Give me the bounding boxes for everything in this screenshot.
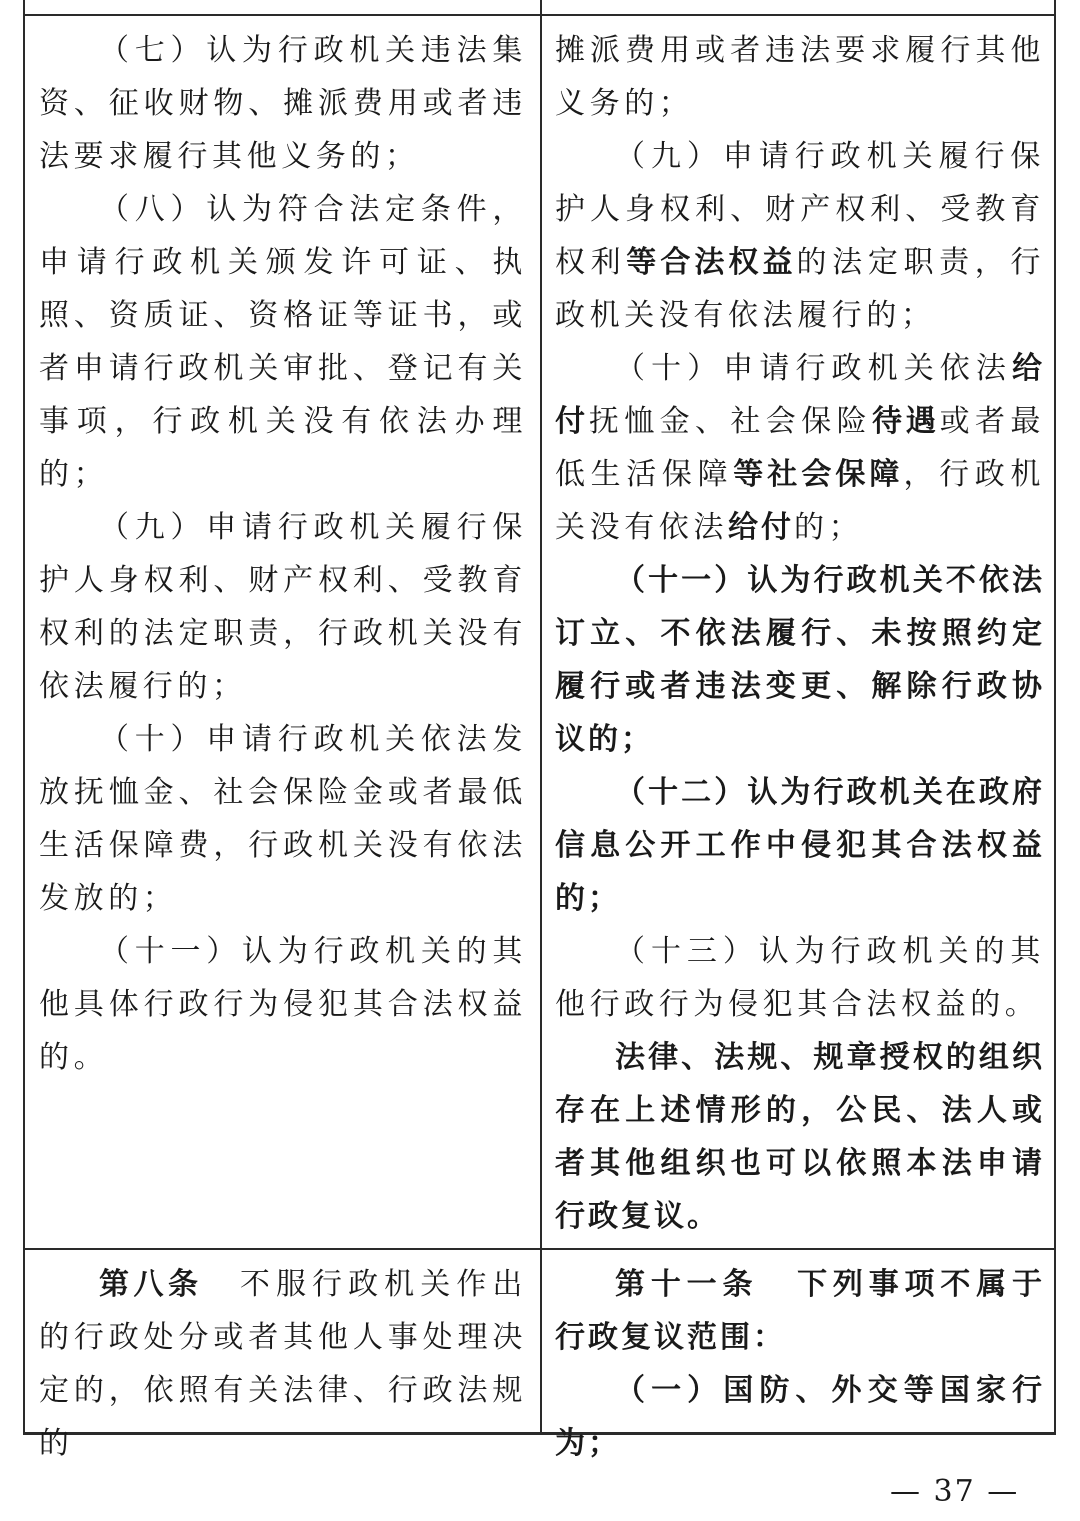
right-item-10-bold-1: 给付: [555, 351, 1045, 439]
left-item-11: （十一）认为行政机关的其他具体行政行为侵犯其合法权益的。: [39, 934, 527, 1075]
right-item-9-text-c: 的法定职责，行政机关没有依法履行的；: [555, 245, 1046, 333]
right-item-10-e: 或者最低生活保障: [555, 404, 1046, 492]
right-authorized-org: 法律、法规、规章授权的组织存在上述情形的，公民、法人或者其他组织也可以依照本法申请行政复议。: [555, 1040, 1045, 1234]
article-8-heading: 第八条: [99, 1267, 203, 1302]
left-item-10: （十）申请行政机关依法发放抚恤金、社会保险金或者最低生活保障费，行政机关没有依法发放的；: [39, 722, 527, 916]
right-item-10-bold-3: 等社会保障: [733, 457, 904, 492]
right-item-10-bold-4: 给付: [728, 510, 794, 545]
right-item-10-g: ，行政机关没有依法: [555, 457, 1046, 545]
column-divider: [540, 0, 542, 1432]
right-column-top: [555, 24, 1045, 1243]
row-divider: [25, 1248, 1054, 1250]
page-number: — 37 —: [890, 1474, 1020, 1509]
right-article-11-item-1: （一）国防、外交等国家行为；: [555, 1373, 1045, 1461]
left-column-top: [39, 24, 527, 1084]
right-continuation: 摊派费用或者违法要求履行其他义务的；: [555, 33, 1045, 121]
left-item-9: （九）申请行政机关履行保护人身权利、财产权利、受教育权利的法定职责，行政机关没有依法履行的；: [39, 510, 527, 704]
right-item-11: （十一）认为行政机关不依法订立、不依法履行、未按照约定履行或者违法变更、解除行政协议的；: [555, 563, 1045, 757]
right-item-9-bold: 等合法权益: [626, 245, 797, 280]
right-item-10-bold-2: 待遇: [872, 404, 940, 439]
right-item-9-text-a: （九）申请行政机关履行保护人身权利、财产权利、受教育权利: [555, 139, 1045, 280]
left-article-8: [39, 1258, 527, 1470]
right-item-10: [555, 342, 1045, 554]
comparison-table: [23, 0, 1056, 1461]
right-item-9: [555, 130, 1045, 342]
right-item-10-c: 抚恤金、社会保险: [588, 404, 872, 439]
right-item-10-a: （十）申请行政机关依法: [615, 351, 1012, 386]
left-item-7: （七）认为行政机关违法集资、征收财物、摊派费用或者违法要求履行其他义务的；: [39, 33, 527, 174]
right-column-bottom: [555, 1258, 1045, 1470]
left-item-8: （八）认为符合法定条件，申请行政机关颁发许可证、执照、资质证、资格证等证书，或者申请行政机关审批、登记有关事项，行政机关没有依法办理的；: [39, 192, 527, 492]
article-11-heading: 第十一条: [615, 1267, 759, 1302]
article-11-text: 下列事项不属于行政复议范围：: [555, 1267, 1046, 1355]
right-item-10-i: 的；: [794, 510, 864, 545]
right-article-11: [555, 1258, 1045, 1364]
article-8-text: 不服行政机关作出的行政处分或者其他人事处理决定的，依照有关法律、行政法规的: [39, 1267, 527, 1461]
right-item-12: （十二）认为行政机关在政府信息公开工作中侵犯其合法权益的；: [555, 775, 1045, 916]
right-item-13: （十三）认为行政机关的其他行政行为侵犯其合法权益的。: [555, 934, 1045, 1022]
left-column-bottom: [39, 1258, 527, 1470]
